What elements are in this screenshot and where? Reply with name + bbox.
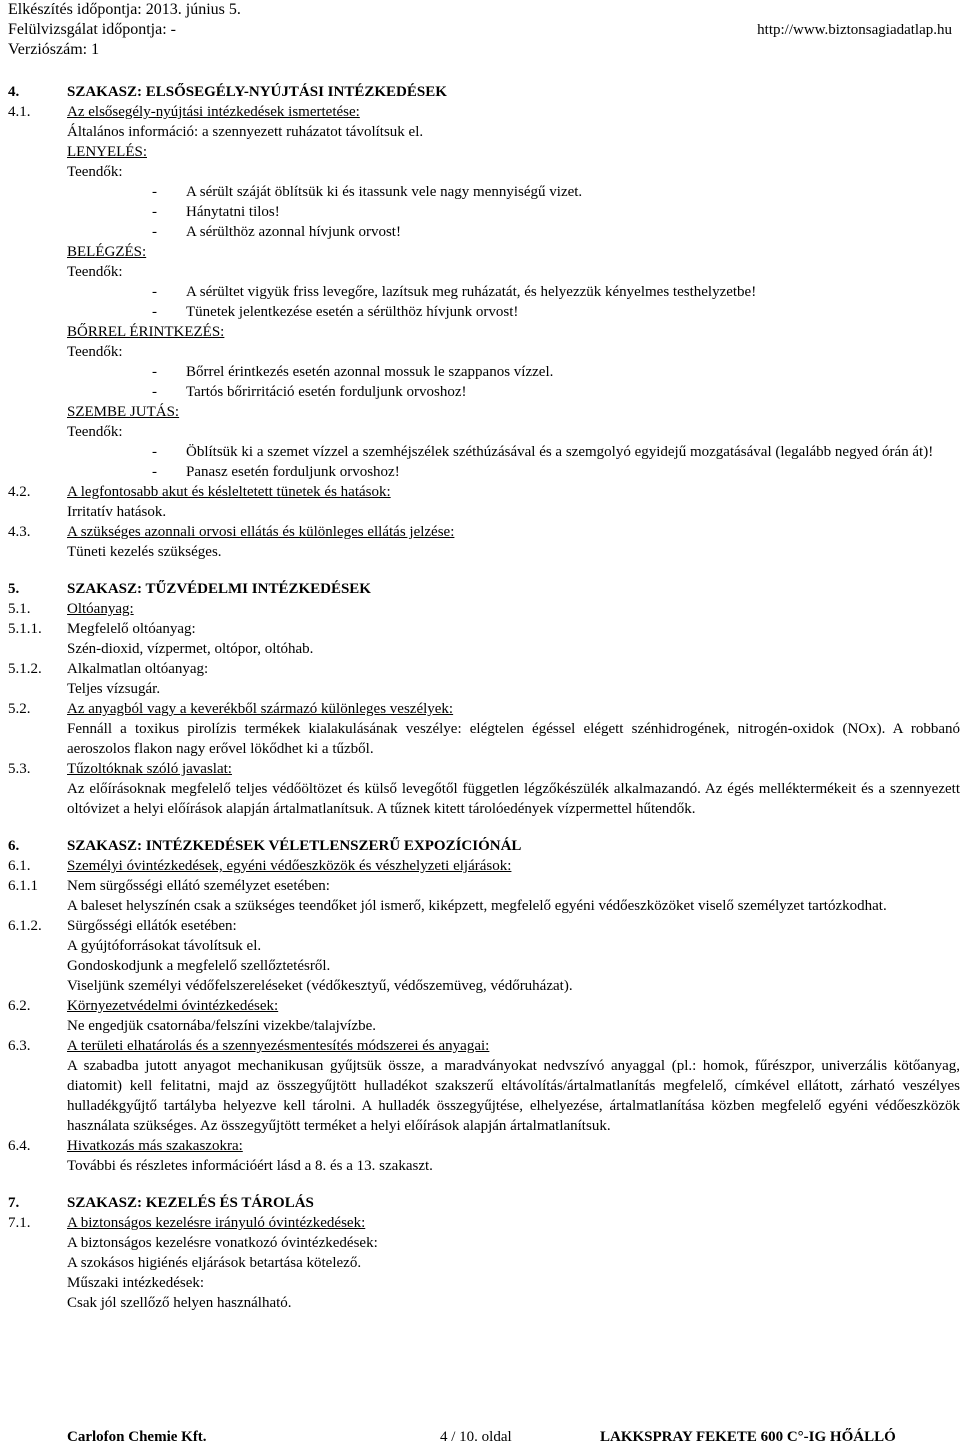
section-5-heading: 5. SZAKASZ: TŰZVÉDELMI INTÉZKEDÉSEK: [8, 581, 371, 597]
bullet-item: - Tartós bőrirritáció esetén forduljunk orvoshoz!: [152, 384, 467, 400]
bullet-item: - Tünetek jelentkezése esetén a sérülthöz hívjunk orvost!: [152, 304, 519, 320]
subsection-5-3: 5.3. Tűzoltóknak szóló javaslat:: [8, 761, 232, 777]
inhalation-heading: BELÉGZÉS:: [67, 244, 147, 260]
section-title: SZAKASZ: KEZELÉS ÉS TÁROLÁS: [67, 1195, 314, 1211]
bullet-item: - A sérültet vigyük friss levegőre, lazítsuk meg ruházatát, és helyezzük kényelmes testhelyzetbe!: [152, 284, 757, 300]
reference-text: További és részletes információért lásd a 8. és a 13. szakaszt.: [67, 1158, 433, 1174]
subsection-4-2: 4.2. A legfontosabb akut és késleltetett tünetek és hatások:: [8, 484, 391, 500]
todo-label: Teendők:: [67, 164, 123, 180]
creation-date: Elkészítés időpontja: 2013. június 5.: [8, 1, 241, 18]
responder-line: Gondoskodjunk a megfelelő szellőztetésről.: [67, 958, 331, 974]
todo-label: Teendők:: [67, 344, 123, 360]
page-number: 4 / 10. oldal: [440, 1429, 512, 1445]
subsection-6-3: 6.3. A területi elhatárolás és a szennyezésmentesítés módszerei és anyagai:: [8, 1038, 490, 1054]
subsection-5-2: 5.2. Az anyagból vagy a keverékből származó különleges veszélyek:: [8, 701, 454, 717]
eye-contact-heading: SZEMBE JUTÁS:: [67, 404, 180, 420]
section-title: SZAKASZ: INTÉZKEDÉSEK VÉLETLENSZERŰ EXPOZÍCIÓNÁL: [67, 838, 522, 854]
swallowing-heading: LENYELÉS:: [67, 144, 147, 160]
subsection-5-1: 5.1. Oltóanyag:: [8, 601, 134, 617]
unsuitable-extinguisher: Teljes vízsugár.: [67, 681, 161, 697]
section-title: SZAKASZ: TŰZVÉDELMI INTÉZKEDÉSEK: [67, 581, 371, 597]
document-body: [0, 82, 960, 1313]
section-6-heading: 6. SZAKASZ: INTÉZKEDÉSEK VÉLETLENSZERŰ EXPOZÍCIÓNÁL: [8, 838, 522, 854]
hazards-paragraph: Fennáll a toxikus pirolízis termékek kialakulásának veszélye: elégtelen égéssel elégett szénhidrogének, nitrogén-oxidok (NOx). A robbanó aeroszolos flakon nagy erővel lökődhet ki a tűzből.: [67, 721, 960, 757]
handling-line: Csak jól szellőző helyen használható.: [67, 1295, 292, 1311]
responder-line: Viseljünk személyi védőfelszereléseket (védőkesztyű, védőszemüveg, védőruházat).: [67, 978, 573, 994]
bullet-item: - Hánytatni tilos!: [152, 204, 280, 220]
subsection-6-1: 6.1. Személyi óvintézkedések, egyéni védőeszközök és vészhelyzeti eljárások:: [8, 858, 512, 874]
subsection-7-1: 7.1. A biztonságos kezelésre irányuló óvintézkedések:: [8, 1215, 366, 1231]
website-link[interactable]: http://www.biztonsagiadatlap.hu: [757, 22, 952, 38]
section-7-heading: 7. SZAKASZ: KEZELÉS ÉS TÁROLÁS: [8, 1195, 314, 1211]
subsection-5-1-2: 5.1.2. Alkalmatlan oltóanyag:: [8, 661, 209, 677]
bullet-item: - A sérült száját öblítsük ki és itassunk vele nagy mennyiségű vizet.: [152, 184, 583, 200]
firefighter-advice-paragraph: Az előírásoknak megfelelő teljes védőöltözet és külső levegőtől független légzőkészülék alkalmazandó. Az égés melléktermékeit és a szennyezett oltóvizet a helyi előírások alapján ártalmatlanítsuk. A tűznek kitett tárolóedények vízpermettel hűtendők.: [67, 781, 960, 817]
page-header: [0, 0, 960, 60]
treatment-text: Tüneti kezelés szükséges.: [67, 544, 222, 560]
todo-label: Teendők:: [67, 424, 123, 440]
suitable-extinguisher: Szén-dioxid, vízpermet, oltópor, oltóhab.: [67, 641, 314, 657]
bullet-item: - Öblítsük ki a szemet vízzel a szemhéjszélek széthúzásával és a szemgolyó egyidejű mozgatásával (legalább negyed órán át)!: [152, 444, 934, 460]
section-4-heading: 4. SZAKASZ: ELSŐSEGÉLY-NYÚJTÁSI INTÉZKEDÉSEK: [8, 84, 447, 100]
bullet-item: - Bőrrel érintkezés esetén azonnal mossuk le szappanos vízzel.: [152, 364, 554, 380]
non-emergency-paragraph: A baleset helyszínén csak a szükséges teendőket jól ismerő, kiképzett, megfelelő egyéni védőeszközöket viselő személyzet tartózkodhat.: [67, 898, 887, 914]
subsection-5-1-1: 5.1.1. Megfelelő oltóanyag:: [8, 621, 196, 637]
subsection-6-4: 6.4. Hivatkozás más szakaszokra:: [8, 1138, 243, 1154]
subsection-4-3: 4.3. A szükséges azonnali orvosi ellátás és különleges ellátás jelzése:: [8, 524, 455, 540]
subsection-6-1-1: 6.1.1 Nem sürgősségi ellátó személyzet esetében:: [8, 878, 330, 894]
company-name: Carlofon Chemie Kft.: [67, 1429, 207, 1445]
handling-line: A biztonságos kezelésre vonatkozó óvintézkedések:: [67, 1235, 378, 1251]
subsection-4-1: 4.1. Az elsősegély-nyújtási intézkedések ismertetése:: [8, 104, 360, 120]
handling-line: Műszaki intézkedések:: [67, 1275, 205, 1291]
revision-date: Felülvizsgálat időpontja: -: [8, 21, 176, 38]
containment-paragraph: A szabadba jutott anyagot mechanikusan gyűjtsük össze, a maradványokat nedvszívó anyaggal (pl.: homok, fűrészpor, univerzális kötőanyag, diatomit) kell felitatni, majd az összegyűjtött hulladékot szakszerű eltávolítás/ártalmatlanítás megfelelő, címkével ellátott, zárható veszélyes hulladékgyűjtő tartályba helyezve kell tárolni. A hulladék összegyűjtése, elhelyezése, ártalmatlanítása közben megfelelő egyéni védőeszközök használata szükséges. Az összegyűjtött terméket a helyi előírások alapján ártalmatlanítsuk.: [67, 1058, 960, 1134]
subsection-6-2: 6.2. Környezetvédelmi óvintézkedések:: [8, 998, 279, 1014]
skin-contact-heading: BŐRREL ÉRINTKEZÉS:: [67, 324, 225, 340]
page-footer: [0, 1427, 960, 1447]
responder-line: A gyújtóforrásokat távolítsuk el.: [67, 938, 262, 954]
bullet-item: - Panasz esetén forduljunk orvoshoz!: [152, 464, 400, 480]
subsection-6-1-2: 6.1.2. Sürgősségi ellátók esetében:: [8, 918, 237, 934]
version-number: Verziószám: 1: [8, 41, 100, 58]
general-info: Általános információ: a szennyezett ruházatot távolítsuk el.: [67, 124, 424, 140]
todo-label: Teendők:: [67, 264, 123, 280]
section-title: SZAKASZ: ELSŐSEGÉLY-NYÚJTÁSI INTÉZKEDÉSEK: [67, 84, 447, 100]
bullet-item: - A sérülthöz azonnal hívjunk orvost!: [152, 224, 401, 240]
symptoms-text: Irritatív hatások.: [67, 504, 167, 520]
product-name: LAKKSPRAY FEKETE 600 C°-IG HŐÁLLÓ: [600, 1429, 896, 1445]
environmental-text: Ne engedjük csatornába/felszíni vizekbe/talajvízbe.: [67, 1018, 377, 1034]
handling-line: A szokásos higiénés eljárások betartása kötelező.: [67, 1255, 362, 1271]
